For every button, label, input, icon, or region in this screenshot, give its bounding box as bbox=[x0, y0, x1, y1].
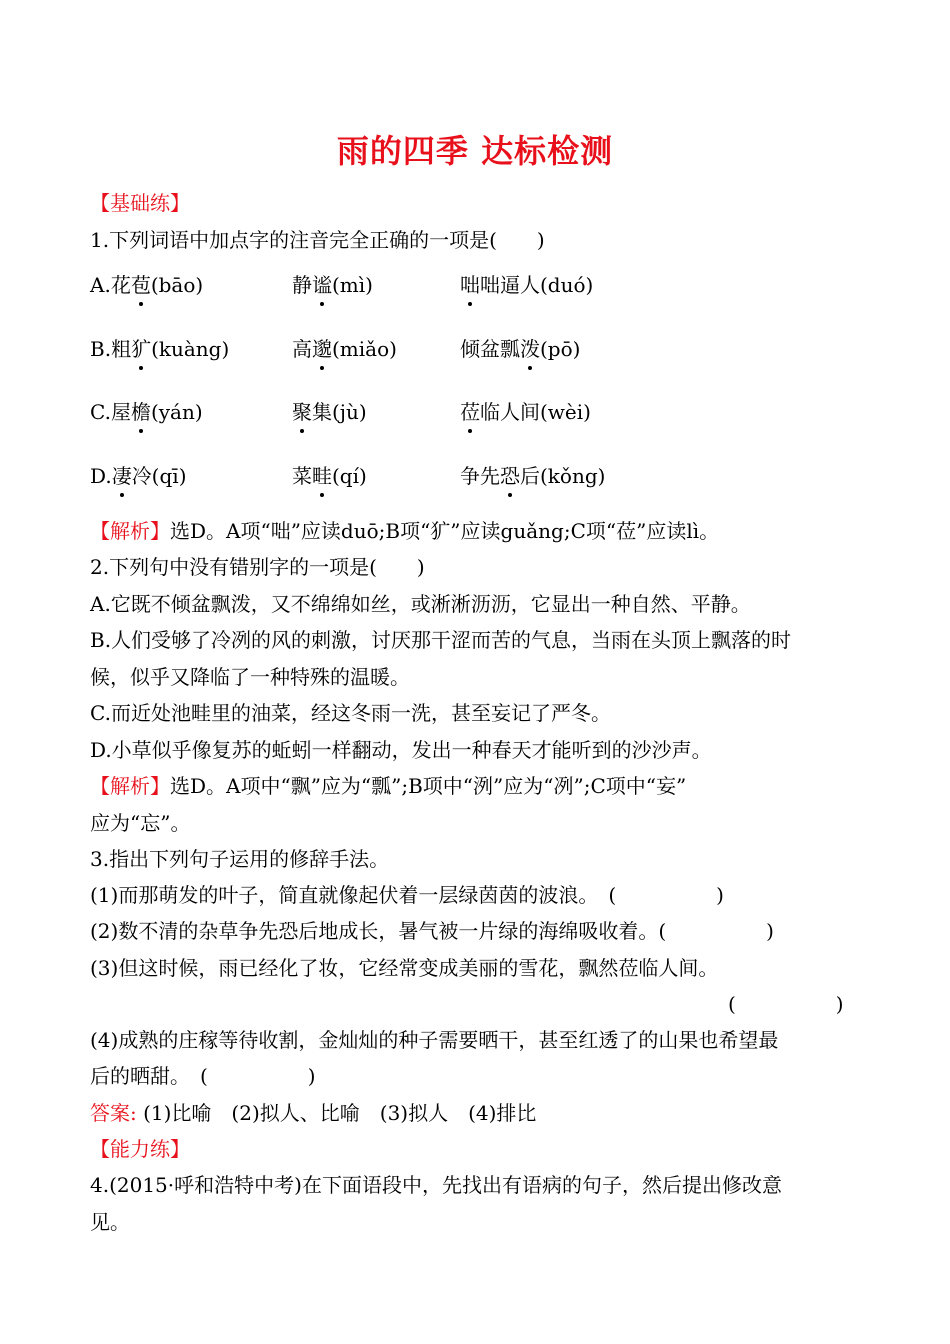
dotted-char: 畦 bbox=[312, 464, 332, 488]
option-d-word-3 bbox=[460, 463, 605, 489]
question-3-sentence-4-cont: 后的晒甜。 ( ) bbox=[90, 1064, 316, 1088]
word-text: 屋 bbox=[110, 400, 131, 424]
pinyin: (pō) bbox=[540, 337, 581, 361]
dotted-char: 咄 bbox=[460, 273, 480, 297]
word-text: 高 bbox=[292, 337, 312, 361]
question-2-option-d: D.小草似乎像复苏的蚯蚓一样翻动，发出一种春天才能听到的沙沙声。 bbox=[90, 738, 712, 762]
option-a-word-3 bbox=[460, 272, 593, 298]
word-text: 粗 bbox=[111, 337, 132, 361]
pinyin: (qí) bbox=[332, 464, 367, 488]
answer-tag: 答案: bbox=[90, 1101, 137, 1125]
option-c-word-1 bbox=[90, 399, 203, 425]
word-text: 静 bbox=[292, 273, 312, 297]
dotted-char: 谧 bbox=[312, 273, 332, 297]
dotted-char: 恐 bbox=[500, 464, 520, 488]
option-b-word-1 bbox=[90, 336, 229, 362]
question-2-option-b-cont: 候，似乎又降临了一种特殊的温暖。 bbox=[90, 665, 410, 689]
dotted-char: 凄 bbox=[111, 464, 132, 488]
pinyin: 集(jù) bbox=[312, 400, 367, 424]
option-label: C. bbox=[90, 400, 111, 424]
pinyin: (mì) bbox=[332, 273, 373, 297]
pinyin: (yán) bbox=[150, 400, 203, 424]
dotted-char: 邈 bbox=[312, 337, 332, 361]
option-label: D. bbox=[90, 464, 112, 488]
word-text: 争先 bbox=[460, 464, 500, 488]
answer-text: (1)比喻 (2)拟人、比喻 (3)拟人 (4)排比 bbox=[136, 1101, 537, 1125]
question-2-analysis bbox=[90, 773, 686, 799]
analysis-text: 选D。A项“咄”应读duō;B项“犷”应读guǎng;C项“莅”应读lì。 bbox=[170, 519, 720, 543]
pinyin: (bāo) bbox=[150, 273, 204, 297]
analysis-tag: 【解析】 bbox=[90, 774, 170, 798]
pinyin: 咄逼人(duó) bbox=[480, 273, 594, 297]
pinyin: (miǎo) bbox=[332, 337, 397, 361]
section-basic-practice: 【基础练】 bbox=[90, 191, 190, 215]
question-2-stem: 2.下列句中没有错别字的一项是( ) bbox=[90, 555, 425, 579]
analysis-tag: 【解析】 bbox=[90, 519, 170, 543]
question-1-stem: 1.下列词语中加点字的注音完全正确的一项是( ) bbox=[90, 228, 545, 252]
pinyin: 临人间(wèi) bbox=[480, 400, 591, 424]
word-text: 倾盆瓢 bbox=[460, 337, 520, 361]
question-3-sentence-1: (1)而那萌发的叶子，简直就像起伏着一层绿茵茵的波浪。 ( ) bbox=[90, 883, 724, 907]
question-2-option-b: B.人们受够了冷冽的风的刺激，讨厌那干涩而苦的气息，当雨在头顶上飘落的时 bbox=[90, 628, 792, 652]
question-3-sentence-4: (4)成熟的庄稼等待收割，金灿灿的种子需要晒干，甚至红透了的山果也希望最 bbox=[90, 1028, 779, 1052]
dotted-char: 犷 bbox=[131, 337, 152, 361]
question-2-analysis-cont: 应为“忘”。 bbox=[90, 811, 191, 835]
pinyin: 后(kǒng) bbox=[520, 464, 606, 488]
page-title: 雨的四季 达标检测 bbox=[336, 132, 614, 170]
dotted-char: 聚 bbox=[292, 400, 312, 424]
question-4-stem-cont: 见。 bbox=[90, 1210, 130, 1234]
analysis-text: 选D。A项中“飘”应为“瓢”;B项中“洌”应为“冽”;C项中“妄” bbox=[170, 774, 687, 798]
dotted-char: 檐 bbox=[130, 400, 151, 424]
option-a-word-2 bbox=[292, 272, 373, 298]
question-3-sentence-3: (3)但这时候，雨已经化了妆，它经常变成美丽的雪花，飘然莅临人间。 bbox=[90, 956, 719, 980]
option-b-word-2 bbox=[292, 336, 397, 362]
option-c-word-3 bbox=[460, 399, 591, 425]
question-3-sentence-3-blank: ( ) bbox=[728, 992, 844, 1016]
question-4-stem: 4.(2015·呼和浩特中考)在下面语段中，先找出有语病的句子，然后提出修改意 bbox=[90, 1173, 782, 1197]
question-2-option-a: A.它既不倾盆飘泼，又不绵绵如丝，或淅淅沥沥，它显出一种自然、平静。 bbox=[90, 592, 751, 616]
option-label: B. bbox=[90, 337, 112, 361]
pinyin: 冷(qī) bbox=[131, 464, 187, 488]
question-3-answer bbox=[90, 1100, 536, 1126]
word-text: 花 bbox=[110, 273, 131, 297]
option-a-word-1 bbox=[90, 272, 203, 298]
dotted-char: 苞 bbox=[130, 273, 151, 297]
option-d-word-2 bbox=[292, 463, 367, 489]
option-b-word-3 bbox=[460, 336, 580, 362]
option-c-word-2 bbox=[292, 399, 367, 425]
word-text: 菜 bbox=[292, 464, 312, 488]
option-label: A. bbox=[90, 273, 111, 297]
option-d-word-1 bbox=[90, 463, 187, 489]
section-ability-practice: 【能力练】 bbox=[90, 1137, 190, 1161]
question-2-option-c: C.而近处池畦里的油菜，经这冬雨一洗，甚至妄记了严冬。 bbox=[90, 701, 611, 725]
question-1-analysis bbox=[90, 518, 719, 544]
question-3-stem: 3.指出下列句子运用的修辞手法。 bbox=[90, 847, 390, 871]
dotted-char: 泼 bbox=[520, 337, 540, 361]
dotted-char: 莅 bbox=[460, 400, 480, 424]
pinyin: (kuàng) bbox=[151, 337, 230, 361]
question-3-sentence-2: (2)数不清的杂草争先恐后地成长，暑气被一片绿的海绵吸收着。( ) bbox=[90, 919, 774, 943]
